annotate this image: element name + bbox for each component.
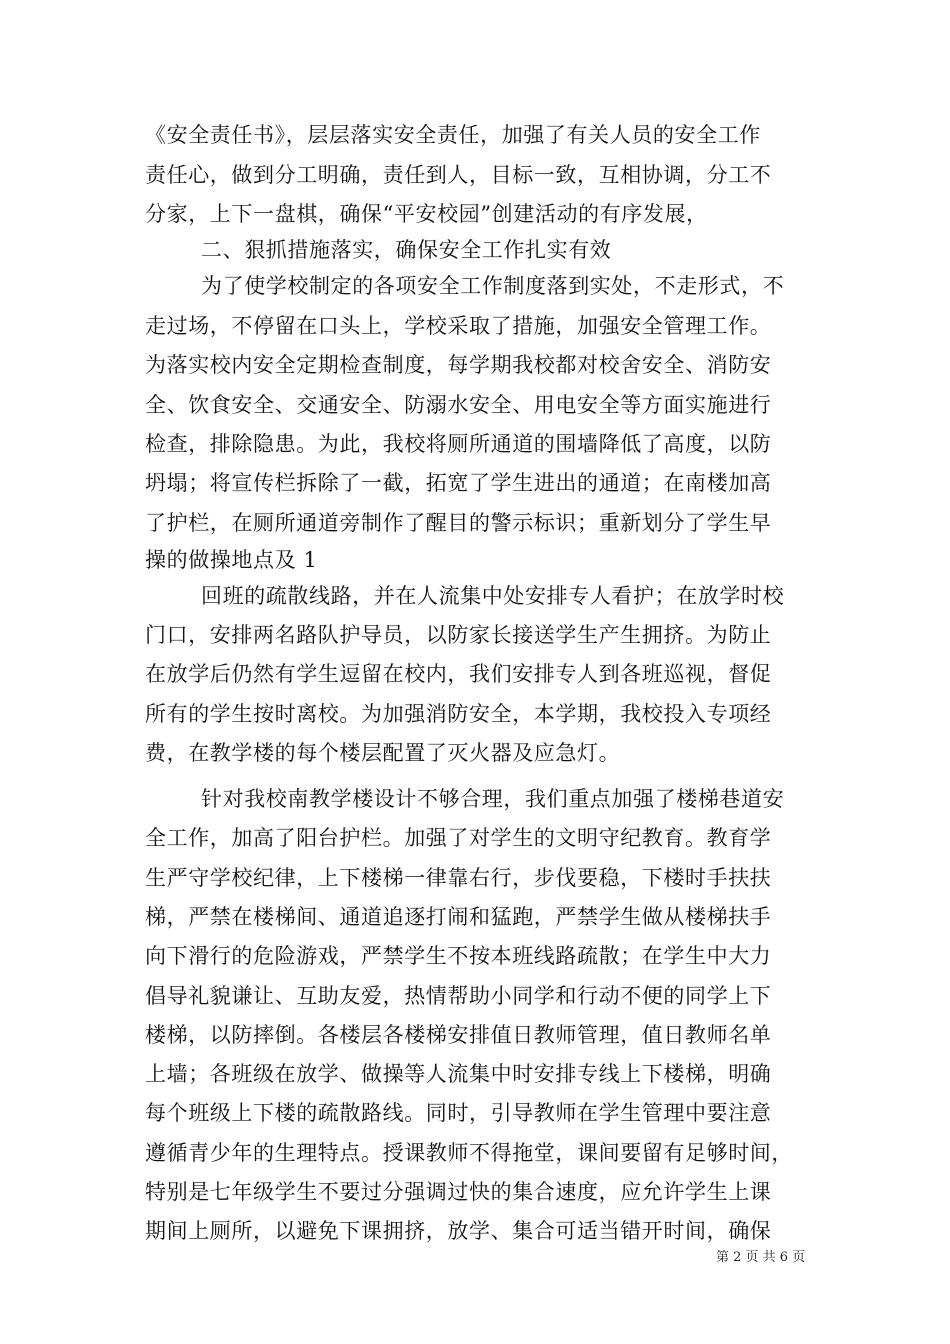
text-line: 特别是七年级学生不要过分强调过快的集合速度，应允许学生上课 — [145, 1180, 772, 1204]
text-line: 分家，上下一盘棋，确保“平安校园”创建活动的有序发展， — [145, 202, 708, 226]
text-line: 遵循青少年的生理特点。授课教师不得拖堂，课间要留有足够时间， — [145, 1141, 793, 1165]
text-line: 向下滑行的危险游戏，严禁学生不按本班线路疏散；在学生中大力 — [145, 944, 772, 968]
text-line: 了护栏，在厕所通道旁制作了醒目的警示标识；重新划分了学生早 — [145, 511, 772, 535]
text-line: 期间上厕所，以避免下课拥挤，放学、集合可适当错开时间，确保 — [145, 1219, 772, 1243]
text-line: 为了使学校制定的各项安全工作制度落到实处，不走形式，不 — [201, 274, 785, 298]
text-line: 在放学后仍然有学生逗留在校内，我们安排专人到各班巡视，督促 — [145, 662, 772, 686]
text-line: 全、饮食安全、交通安全、防溺水安全、用电安全等方面实施进行 — [145, 393, 772, 417]
text-line: 梯，严禁在楼梯间、通道追逐打闹和猛跑，严禁学生做从楼梯扶手 — [145, 905, 772, 929]
text-line: 回班的疏散线路，并在人流集中处安排专人看护；在放学时校 — [201, 584, 785, 608]
text-line: 楼梯，以防摔倒。各楼层各楼梯安排值日教师管理，值日教师名单 — [145, 1023, 772, 1047]
text-line: 针对我校南教学楼设计不够合理，我们重点加强了楼梯巷道安 — [201, 787, 785, 811]
text-line: 走过场，不停留在口头上，学校采取了措施，加强安全管理工作。 — [145, 314, 772, 338]
text-line: 为落实校内安全定期检查制度，每学期我校都对校舍安全、消防安 — [145, 353, 772, 377]
text-line: 所有的学生按时离校。为加强消防安全，本学期，我校投入专项经 — [145, 702, 772, 726]
text-line: 《安全责任书》，层层落实安全责任，加强了有关人员的安全工作 — [145, 123, 761, 147]
text-line: 门口，安排两名路队护导员，以防家长接送学生产生拥挤。为防止 — [145, 623, 772, 647]
text-line: 坍塌；将宣传栏拆除了一截，拓宽了学生进出的通道；在南楼加高 — [145, 471, 772, 495]
text-line: 上墙；各班级在放学、做操等人流集中时安排专线上下楼梯，明确 — [145, 1062, 772, 1086]
text-line: 全工作，加高了阳台护栏。加强了对学生的文明守纪教育。教育学 — [145, 826, 772, 850]
text-line: 责任心，做到分工明确，责任到人，目标一致，互相协调，分工不 — [145, 163, 772, 187]
text-line: 费，在教学楼的每个楼层配置了灭火器及应急灯。 — [145, 741, 621, 765]
text-line: 倡导礼貌谦让、互助友爱，热情帮助小同学和行动不便的同学上下 — [145, 984, 772, 1008]
section-heading: 二、狠抓措施落实，确保安全工作扎实有效 — [201, 238, 612, 262]
page-number: 第 2 页 共 6 页 — [716, 1250, 806, 1265]
text-line: 每个班级上下楼的疏散路线。同时，引导教师在学生管理中要注意 — [145, 1101, 772, 1125]
text-line: 操的做操地点及 1 — [145, 548, 318, 572]
text-line: 检查，排除隐患。为此，我校将厕所通道的围墙降低了高度，以防 — [145, 432, 772, 456]
text-line: 生严守学校纪律，上下楼梯一律靠右行，步伐要稳，下楼时手扶扶 — [145, 866, 772, 890]
